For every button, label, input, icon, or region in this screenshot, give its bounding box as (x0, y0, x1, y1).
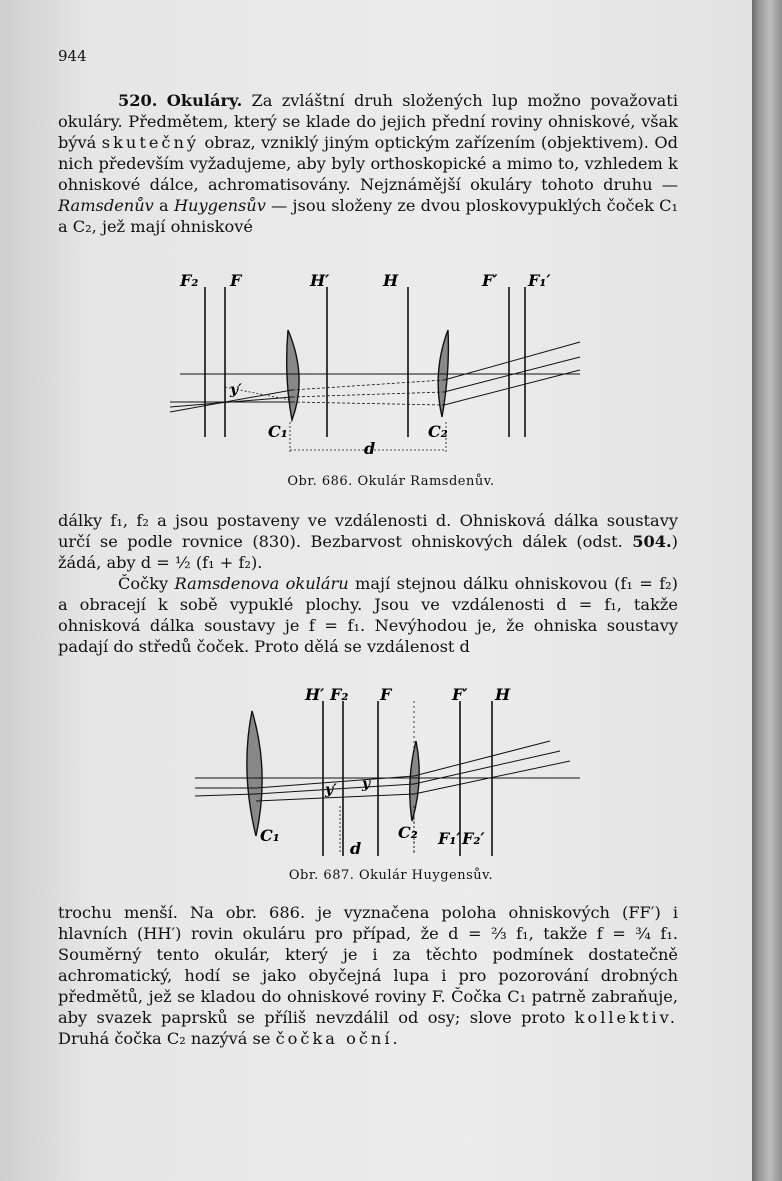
para4-text: trochu menší. Na obr. 686. je vyznačena poloha ohniskových (FF′) i hlavních (HH′) rovin okuláru pro případ, že d = ⅔ f₁, takže f = ¾ f₁. Souměrný tento okulár, který je i za těchto podmínek dostatečně achromatický, hodí se jako obyčejná lupa i pro pozorování drobných předmětů, jež se kladou do ohniskové roviny F. Čočka C₁ patrně zabraňuje, aby svazek paprsků se příliš nevzdálil od osy; slove proto (58, 903, 678, 1027)
fig687-label-H: H (495, 685, 511, 704)
para2-text: dálky f₁, f₂ a jsou postaveny ve vzdálenosti d. Ohnisková dálka soustavy určí se podle rovnice (830). Bezbarvost ohniskových dálek (odst. (58, 511, 678, 551)
fig687-label-F: F (380, 685, 392, 704)
para1-and: a (159, 196, 169, 215)
para2-end: ) žádá, aby d = ½ (f₁ + f₂). (58, 532, 678, 572)
para2-ref: 504. (632, 532, 672, 551)
fig687-label-d: d (350, 839, 362, 858)
figure-686-ramsden-diagram (150, 262, 610, 462)
huygens-name: Huygensův (173, 196, 266, 215)
section-number: 520. (118, 91, 158, 110)
fig687-label-y-prime: y′ (325, 782, 337, 798)
fig686-label-y-prime: y′ (230, 382, 242, 398)
figure-686-caption: Obr. 686. Okulár Ramsdenův. (287, 474, 495, 489)
para1-text-a: Za zvláštní druh složených lup možno považovati okuláry. Předmětem, který se klade do jejich přední roviny ohniskové, však bývá (58, 91, 678, 152)
fig686-label-H: H (383, 271, 399, 290)
fig686-label-C2: C₂ (428, 422, 448, 441)
fig687-label-C2: C₂ (398, 823, 418, 842)
fig686-label-d: d (364, 439, 376, 458)
fig687-label-F-prime: F′ (452, 685, 468, 704)
para4-kollektiv: kollektiv. (574, 1008, 678, 1027)
fig686-label-C1: C₁ (268, 422, 288, 441)
fig687-label-H-prime: H′ (305, 685, 325, 704)
para4-cocka-ocni: čočka oční. (275, 1029, 401, 1048)
fig686-label-F1-prime: F₁′ (528, 271, 551, 290)
figure-687-huygens-diagram (190, 676, 590, 866)
section-520-focal (58, 510, 678, 657)
ramsden-name: Ramsdenův (58, 196, 154, 215)
para3-italic: Ramsdenova okuláru (174, 574, 349, 593)
para1-text-c: — jsou složeny ze dvou ploskovypuklých čoček C₁ a C₂, jež mají ohniskové (58, 196, 679, 236)
para3-start: Čočky (118, 574, 169, 593)
para3-rest: mají stejnou dálku ohniskovou (f₁ = f₂) a obracejí k sobě vypuklé plochy. Jsou ve vzdálenosti d = f₁, takže ohnisková dálka soustavy je f = f₁. Nevýhodou je, že ohniska soustavy padají do středů čoček. Proto dělá se vzdálenost d (58, 574, 678, 656)
fig687-label-y: y (362, 776, 371, 792)
para4-middle: Druhá čočka C₂ nazývá se (58, 1029, 271, 1048)
fig686-label-H-prime: H′ (310, 271, 330, 290)
fig686-label-F2: F₂ (180, 271, 199, 290)
book-gutter (752, 0, 782, 1181)
fig687-label-F1-prime: F₁′ (438, 829, 461, 848)
page-number: 944 (58, 47, 87, 65)
para1-spaced-word: skutečný (101, 133, 200, 152)
section-520-intro (58, 90, 678, 237)
fig686-label-F: F (230, 271, 242, 290)
fig687-label-C1: C₁ (260, 826, 280, 845)
fig687-label-F2: F₂ (330, 685, 349, 704)
fig686-label-F-prime: F′ (482, 271, 498, 290)
fig687-label-F2-prime: F₂′ (462, 829, 485, 848)
section-520-description (58, 902, 678, 1049)
section-title: Okuláry. (166, 91, 243, 110)
para1-text-b: obraz, vzniklý jiným optickým zařízením (objektivem). Od nich především vyžadujeme, aby byly orthoskopické a mimo to, vzhledem k ohniskové dálce, achromatisovány. Nejznámější okuláry tohoto druhu — (58, 133, 678, 194)
figure-687-caption: Obr. 687. Okulár Huygensův. (288, 868, 494, 883)
